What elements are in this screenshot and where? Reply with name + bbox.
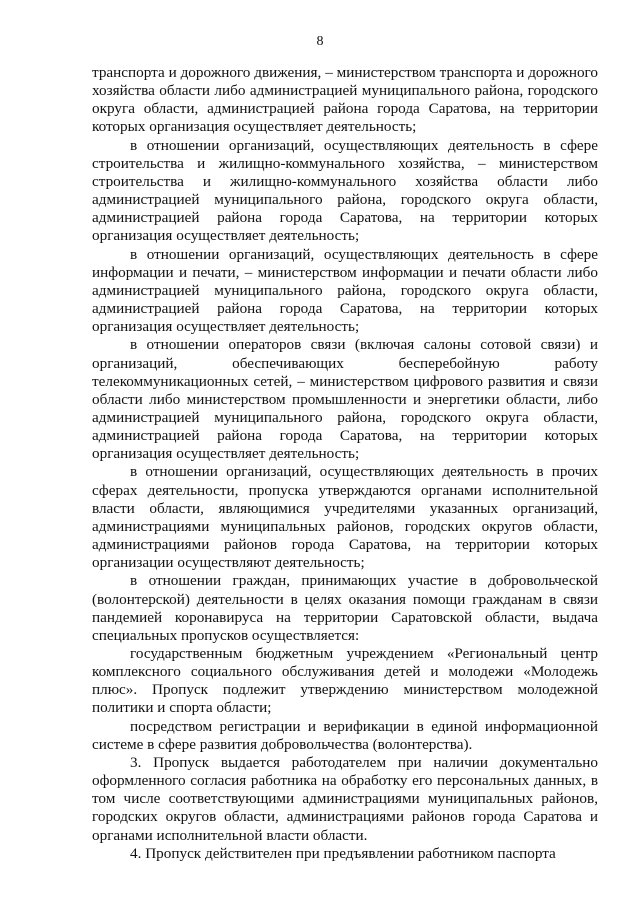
paragraph-volunteers: в отношении граждан, принимающих участие в добровольческой (волонтерской) деятельности в целях оказания помощи гражданам в связи пандемией коронавируса на территории Саратовской области, выдача специальных пропусков осуществляется: <box>92 572 598 644</box>
page-number: 8 <box>316 34 324 49</box>
paragraph-construction: в отношении организаций, осуществляющих деятельность в сфере строительства и жилищно-коммунального хозяйства, – министерством строительства и жилищно-коммунального хозяйства области либо администрацией муниципального района, городского округа области, администрацией района города Саратова, на территории которых организация осуществляет деятельность; <box>92 136 598 245</box>
paragraph-communications: в отношении операторов связи (включая салоны сотовой связи) и организаций, обеспечивающих бесперебойную работу телекоммуникационных сетей, – министерством цифрового развития и связи области либо министерством промышленности и энергетики области, либо администрацией муниципального района, городского округа области, администрацией района города Саратова, на территории которых организация осуществляет деятельность; <box>92 336 598 463</box>
paragraph-transport: транспорта и дорожного движения, – министерством транспорта и дорожного хозяйства области либо администрацией муниципального района, городского округа области, администрацией района города Саратова, на территории которых организация осуществляет деятельность; <box>92 64 598 136</box>
paragraph-registration: посредством регистрации и верификации в единой информационной системе в сфере развития добровольчества (волонтерства). <box>92 717 598 753</box>
document-body <box>92 64 598 863</box>
paragraph-item-4: 4. Пропуск действителен при предъявлении работником паспорта <box>130 844 556 862</box>
paragraph-information: в отношении организаций, осуществляющих деятельность в сфере информации и печати, – министерством информации и печати области либо администрацией муниципального района, городского округа области, администрацией района города Саратова, на территории которых организация осуществляет деятельность; <box>92 245 598 336</box>
paragraph-other-spheres: в отношении организаций, осуществляющих деятельность в прочих сферах деятельности, пропуска утверждаются органами исполнительной власти области, являющимися учредителями указанных организаций, администрациями муниципальных районов, городских округов области, администрациями районов города Саратова, на территории которых организации осуществляют деятельность; <box>92 463 598 572</box>
paragraph-item-3: 3. Пропуск выдается работодателем при наличии документально оформленного согласия работника на обработку его персональных данных, в том числе соответствующими администрациями муниципальных районов, городских округов области, администрациями районов города Саратова и органами исполнительной власти области. <box>92 753 598 844</box>
paragraph-youth-center: государственным бюджетным учреждением «Региональный центр комплексного социального обслуживания детей и молодежи «Молодежь плюс». Пропуск подлежит утверждению министерством молодежной политики и спорта области; <box>92 645 598 717</box>
